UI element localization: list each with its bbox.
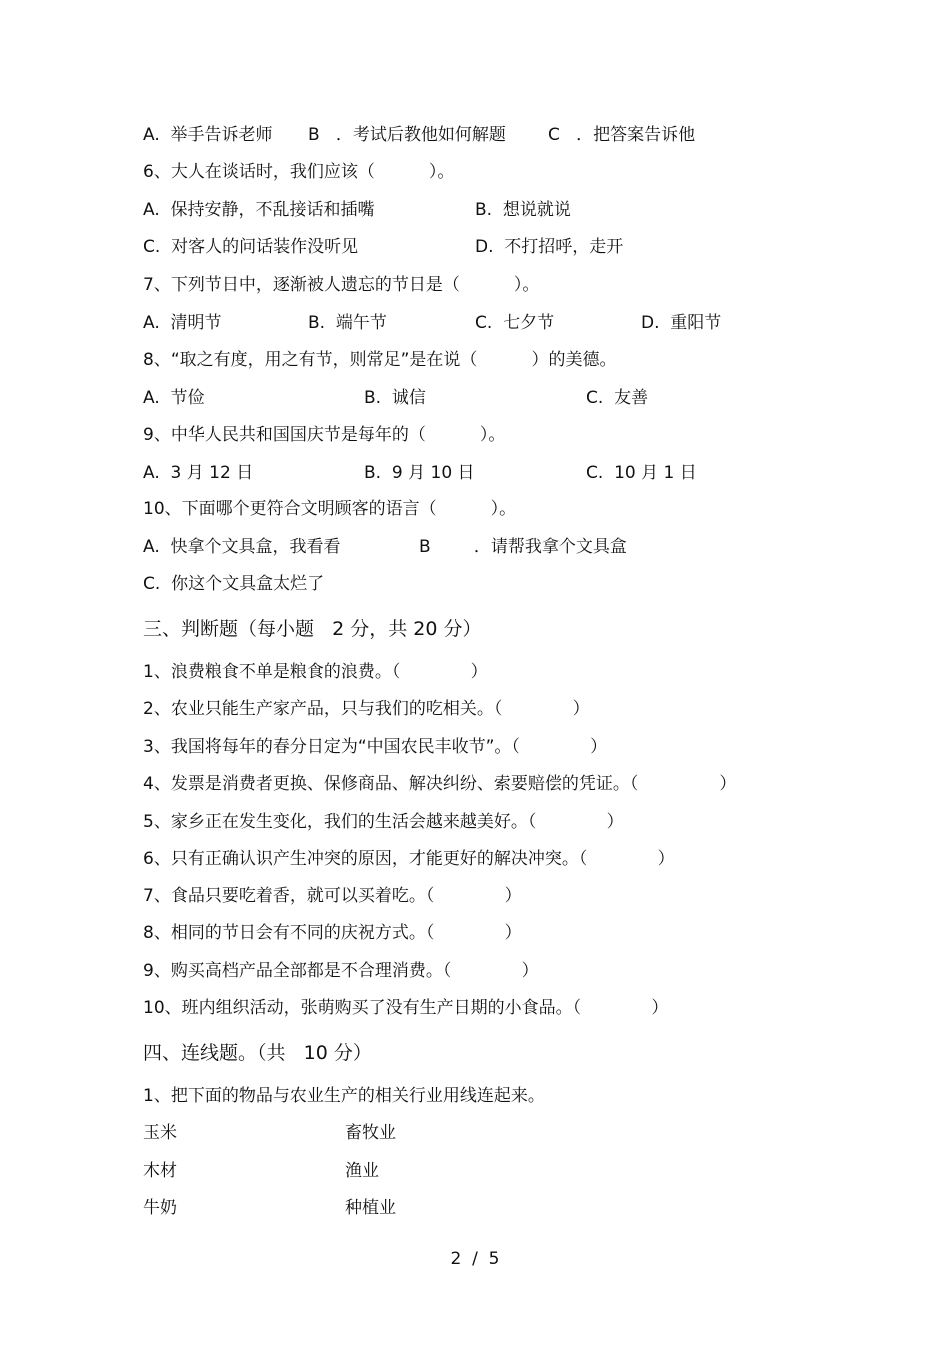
page-number: 2 / 5 xyxy=(450,1249,500,1269)
judge-item-7: 7、食品只要吃着香，就可以买着吃。（ ） xyxy=(143,886,522,906)
q6-option-c: C. 对客人的问话装作没听见 xyxy=(143,237,359,257)
q9-stem: 9、中华人民共和国国庆节是每年的（ ）。 xyxy=(143,425,506,445)
judge-item-1: 1、浪费粮食不单是粮食的浪费。（ ） xyxy=(143,662,488,682)
judge-item-9: 9、购买高档产品全部都是不合理消费。（ ） xyxy=(143,961,539,981)
judge-item-10: 10、班内组织活动，张萌购买了没有生产日期的小食品。（ ） xyxy=(143,998,669,1018)
judge-item-5: 5、家乡正在发生变化，我们的生活会越来越美好。（ ） xyxy=(143,812,624,832)
q7-stem: 7、下列节日中，逐渐被人遗忘的节日是（ ）。 xyxy=(143,275,540,295)
q5-option-c: C ．把答案告诉他 xyxy=(548,125,696,145)
q9-option-c: C. 10 月 1 日 xyxy=(586,463,697,483)
judge-item-3: 3、我国将每年的春分日定为“中国农民丰收节”。（ ） xyxy=(143,737,608,757)
match-right-3: 种植业 xyxy=(345,1198,396,1218)
match-question-1: 1、把下面的物品与农业生产的相关行业用线连起来。 xyxy=(143,1086,545,1106)
q9-option-b: B. 9 月 10 日 xyxy=(364,463,475,483)
q5-option-b: B ．考试后教他如何解题 xyxy=(308,125,506,145)
q7-option-a: A. 清明节 xyxy=(143,313,222,333)
section4-title: 四、连线题。（共 10 分） xyxy=(143,1042,372,1064)
judge-item-2: 2、农业只能生产家产品，只与我们的吃相关。（ ） xyxy=(143,699,590,719)
q10-option-a: A. 快拿个文具盒，我看看 xyxy=(143,537,341,557)
q9-option-a: A. 3 月 12 日 xyxy=(143,463,254,483)
q6-option-b: B. 想说就说 xyxy=(475,200,571,220)
match-right-2: 渔业 xyxy=(345,1161,379,1181)
match-left-3: 牛奶 xyxy=(143,1198,177,1218)
judge-item-6: 6、只有正确认识产生冲突的原因，才能更好的解决冲突。（ ） xyxy=(143,849,675,869)
q5-option-a: A. 举手告诉老师 xyxy=(143,125,273,145)
q7-option-c: C. 七夕节 xyxy=(475,313,555,333)
q10-stem: 10、下面哪个更符合文明顾客的语言（ ）。 xyxy=(143,499,517,519)
judge-item-4: 4、发票是消费者更换、保修商品、解决纠纷、索要赔偿的凭证。（ ） xyxy=(143,774,737,794)
q6-stem: 6、大人在谈话时，我们应该（ ）。 xyxy=(143,162,455,182)
q10-option-c: C. 你这个文具盒太烂了 xyxy=(143,574,325,594)
q10-option-b: B ．请帮我拿个文具盒 xyxy=(419,537,627,557)
q8-stem: 8、“取之有度，用之有节，则常足”是在说（ ）的美德。 xyxy=(143,350,617,370)
match-left-1: 玉米 xyxy=(143,1123,177,1143)
q8-option-a: A. 节俭 xyxy=(143,388,205,408)
match-right-1: 畜牧业 xyxy=(345,1123,396,1143)
judge-item-8: 8、相同的节日会有不同的庆祝方式。（ ） xyxy=(143,923,522,943)
q7-option-d: D. 重阳节 xyxy=(641,313,722,333)
q8-option-c: C. 友善 xyxy=(586,388,649,408)
q8-option-b: B. 诚信 xyxy=(364,388,426,408)
section3-title: 三、判断题（每小题 2 分，共 20 分） xyxy=(143,618,482,640)
q6-option-a: A. 保持安静，不乱接话和插嘴 xyxy=(143,200,375,220)
match-left-2: 木材 xyxy=(143,1161,177,1181)
q7-option-b: B. 端午节 xyxy=(308,313,387,333)
q6-option-d: D. 不打招呼，走开 xyxy=(475,237,624,257)
